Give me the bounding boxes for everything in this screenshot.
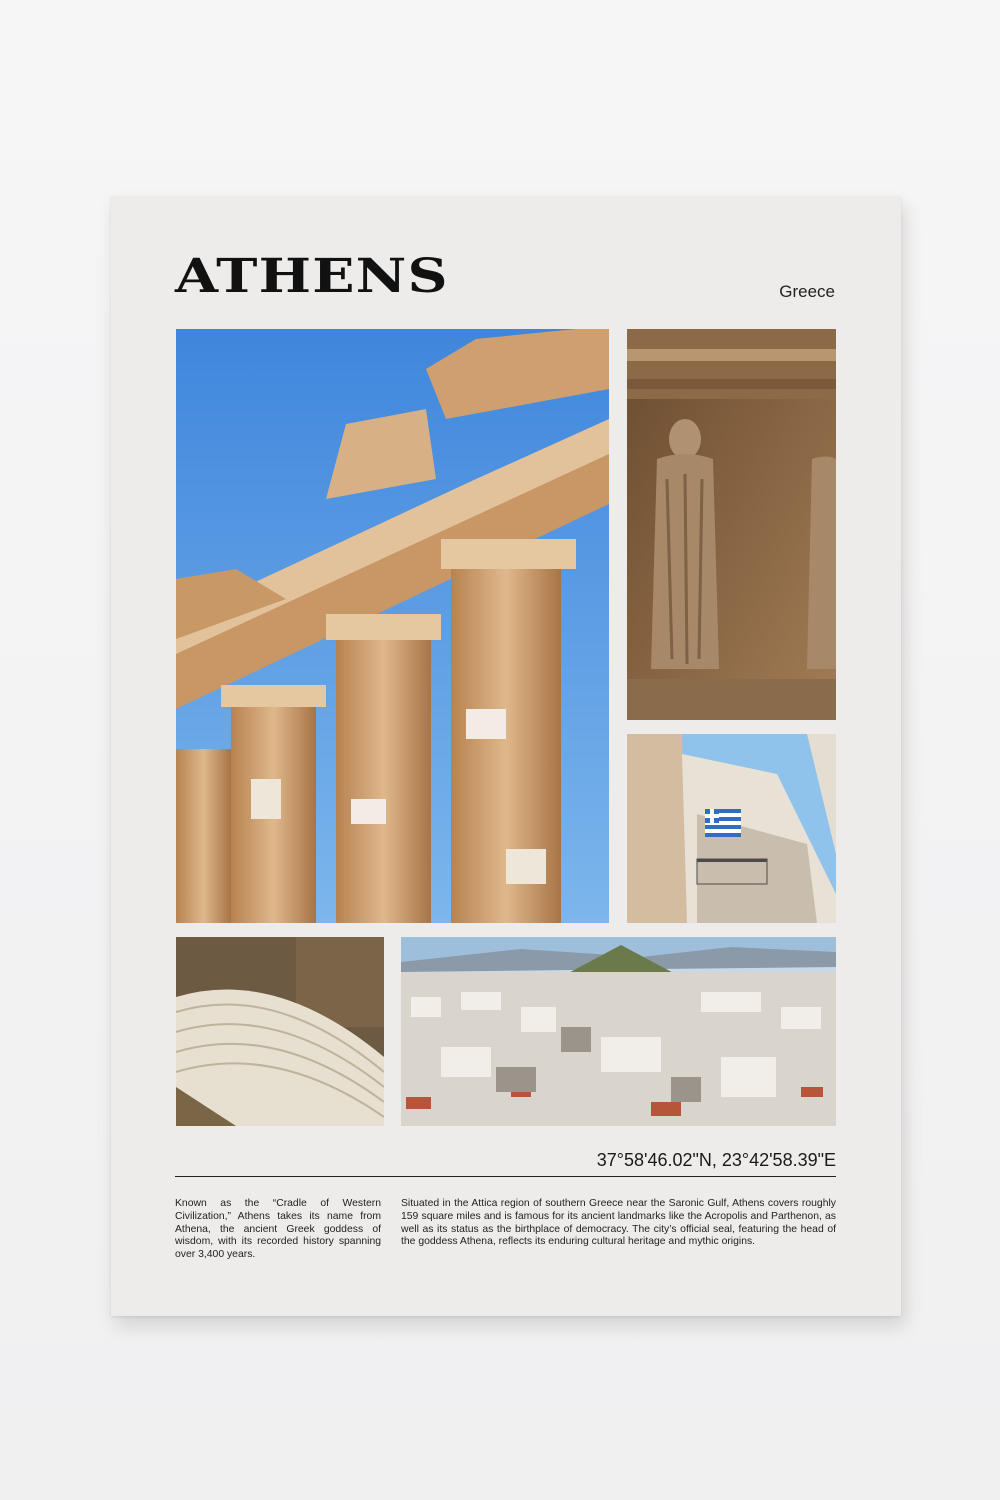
greek-flag-building-photo <box>627 734 836 923</box>
caryatids-photo <box>627 329 836 720</box>
poster-title: ATHENS <box>175 249 449 304</box>
description-right: Situated in the Attica region of southern Greece near the Saronic Gulf, Athens covers roughly 159 square miles and is famous for its ancient landmarks like the Acropolis and Parthenon, as well as its status as the birthplace of democracy. The city’s official seal, featuring the head of the goddess Athena, reflects its enduring cultural heritage and mythic origins. <box>401 1198 836 1248</box>
coordinates-label: 37°58'46.02"N, 23°42'58.39"E <box>596 1150 836 1170</box>
divider-line <box>175 1176 836 1177</box>
country-label: Greece <box>779 282 835 301</box>
odeon-theatre-photo <box>176 937 384 1126</box>
athens-cityscape-photo <box>401 937 836 1126</box>
description-left: Known as the “Cradle of Western Civilization,” Athens takes its name from Athena, the ancient Greek goddess of wisdom, with its recorded history spanning over 3,400 years. <box>175 1198 381 1261</box>
parthenon-columns-photo <box>176 329 609 923</box>
